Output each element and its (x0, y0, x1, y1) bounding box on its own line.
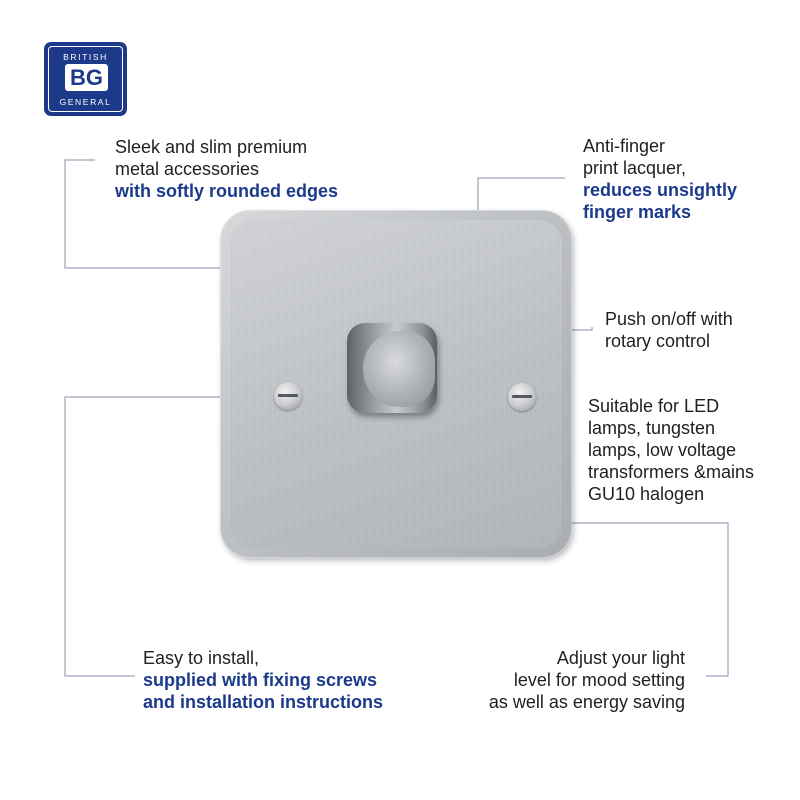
callout-text: Anti-finger (583, 136, 666, 156)
callout-finger (583, 135, 737, 223)
callout-text: transformers &mains (588, 462, 755, 482)
callout-highlight: reduces unsightly (583, 180, 738, 200)
callout-text: as well as energy saving (488, 692, 685, 712)
callout-text: level for mood setting (513, 670, 685, 690)
callout-text: Sleek and slim premium (115, 137, 308, 157)
logo-border (48, 46, 123, 112)
left-screw (274, 382, 302, 410)
callout-highlight: with softly rounded edges (115, 181, 339, 201)
callout-highlight: finger marks (583, 202, 692, 222)
callout-text: Easy to install, (143, 648, 260, 668)
rotary-knob (347, 323, 437, 413)
callout-text: lamps, tungsten (588, 418, 716, 438)
callout-install (143, 647, 383, 713)
callout-highlight: supplied with fixing screws (143, 670, 378, 690)
callout-text: rotary control (605, 331, 711, 351)
callout-text: Suitable for LED (588, 396, 720, 416)
logo-top-text: BRITISH (63, 52, 108, 62)
callout-highlight: and installation instructions (143, 692, 384, 712)
callout-text: lamps, low voltage (588, 440, 737, 460)
logo-mark: BG (65, 64, 108, 91)
callout-edges (115, 136, 338, 202)
callout-suitable (588, 395, 754, 505)
callout-adjust (489, 647, 685, 713)
callout-text: print lacquer, (583, 158, 687, 178)
right-screw (508, 383, 536, 411)
knob-cap (363, 331, 435, 407)
callout-push (605, 308, 733, 352)
screw-slot (512, 395, 532, 398)
screw-slot (278, 394, 298, 397)
callout-text: metal accessories (115, 159, 260, 179)
callout-text: GU10 halogen (588, 484, 705, 504)
callout-text: Adjust your light (556, 648, 685, 668)
callout-text: Push on/off with (605, 309, 733, 329)
logo-bottom-text: GENERAL (59, 97, 112, 107)
brand-logo (44, 42, 127, 116)
